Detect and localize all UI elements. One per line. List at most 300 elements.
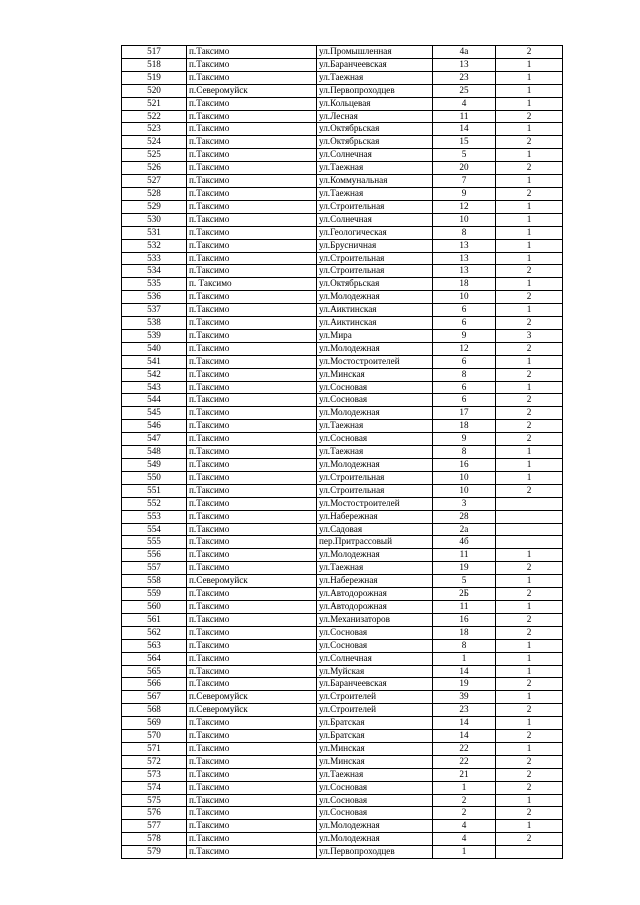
- house-number-cell: 6: [433, 394, 496, 407]
- record-number-cell: 539: [122, 329, 187, 342]
- house-number-cell: 19: [433, 562, 496, 575]
- settlement-cell: п.Таксимо: [187, 420, 317, 433]
- settlement-cell: п.Таксимо: [187, 833, 317, 846]
- settlement-cell: п.Таксимо: [187, 226, 317, 239]
- table-row: [122, 84, 563, 97]
- record-number-cell: 526: [122, 162, 187, 175]
- record-number-cell: 546: [122, 420, 187, 433]
- settlement-cell: п.Таксимо: [187, 781, 317, 794]
- street-cell: ул.Строительная: [317, 484, 433, 497]
- record-number-cell: 553: [122, 510, 187, 523]
- street-cell: ул.Мостостроителей: [317, 355, 433, 368]
- street-cell: ул.Аиктинская: [317, 304, 433, 317]
- table-row: [122, 755, 563, 768]
- record-number-cell: 545: [122, 407, 187, 420]
- table-row: [122, 575, 563, 588]
- count-cell: [496, 510, 563, 523]
- street-cell: ул.Молодежная: [317, 820, 433, 833]
- house-number-cell: 4: [433, 820, 496, 833]
- street-cell: ул.Солнечная: [317, 652, 433, 665]
- count-cell: 1: [496, 175, 563, 188]
- record-number-cell: 554: [122, 523, 187, 536]
- table-row: [122, 820, 563, 833]
- record-number-cell: 557: [122, 562, 187, 575]
- table-row: [122, 846, 563, 859]
- street-cell: ул.Сосновая: [317, 807, 433, 820]
- house-number-cell: 9: [433, 187, 496, 200]
- table-row: [122, 807, 563, 820]
- settlement-cell: п.Таксимо: [187, 768, 317, 781]
- count-cell: 2: [496, 162, 563, 175]
- house-number-cell: 2: [433, 794, 496, 807]
- settlement-cell: п.Таксимо: [187, 742, 317, 755]
- record-number-cell: 529: [122, 200, 187, 213]
- table-row: [122, 717, 563, 730]
- street-cell: ул.Молодежная: [317, 549, 433, 562]
- street-cell: ул.Молодежная: [317, 459, 433, 472]
- settlement-cell: п.Таксимо: [187, 239, 317, 252]
- street-cell: ул.Строительная: [317, 471, 433, 484]
- street-cell: ул.Брусничная: [317, 239, 433, 252]
- record-number-cell: 517: [122, 46, 187, 59]
- record-number-cell: 541: [122, 355, 187, 368]
- house-number-cell: 6: [433, 317, 496, 330]
- house-number-cell: 11: [433, 110, 496, 123]
- street-cell: ул.Таежная: [317, 71, 433, 84]
- settlement-cell: п. Таксимо: [187, 278, 317, 291]
- settlement-cell: п.Таксимо: [187, 807, 317, 820]
- street-cell: ул.Строительная: [317, 265, 433, 278]
- house-number-cell: 15: [433, 136, 496, 149]
- count-cell: 2: [496, 433, 563, 446]
- table-row: [122, 510, 563, 523]
- record-number-cell: 528: [122, 187, 187, 200]
- settlement-cell: п.Таксимо: [187, 58, 317, 71]
- settlement-cell: п.Таксимо: [187, 368, 317, 381]
- record-number-cell: 535: [122, 278, 187, 291]
- table-row: [122, 691, 563, 704]
- count-cell: 1: [496, 717, 563, 730]
- record-number-cell: 552: [122, 497, 187, 510]
- table-row: [122, 652, 563, 665]
- table-row: [122, 600, 563, 613]
- table-row: [122, 291, 563, 304]
- street-cell: ул.Братская: [317, 730, 433, 743]
- house-number-cell: 23: [433, 71, 496, 84]
- record-number-cell: 542: [122, 368, 187, 381]
- count-cell: 1: [496, 665, 563, 678]
- house-number-cell: 7: [433, 175, 496, 188]
- street-cell: ул.Аиктинская: [317, 317, 433, 330]
- house-number-cell: 19: [433, 678, 496, 691]
- table-row: [122, 420, 563, 433]
- count-cell: 2: [496, 484, 563, 497]
- house-number-cell: 17: [433, 407, 496, 420]
- street-cell: ул.Строительная: [317, 200, 433, 213]
- street-cell: ул.Молодежная: [317, 291, 433, 304]
- settlement-cell: п.Таксимо: [187, 588, 317, 601]
- house-number-cell: 2а: [433, 523, 496, 536]
- record-number-cell: 579: [122, 846, 187, 859]
- table-row: [122, 549, 563, 562]
- table-row: [122, 833, 563, 846]
- count-cell: 2: [496, 613, 563, 626]
- house-number-cell: 9: [433, 329, 496, 342]
- settlement-cell: п.Таксимо: [187, 252, 317, 265]
- record-number-cell: 560: [122, 600, 187, 613]
- house-number-cell: 5: [433, 575, 496, 588]
- table-row: [122, 136, 563, 149]
- street-cell: ул.Автодорожная: [317, 588, 433, 601]
- address-registry-table: [121, 45, 563, 859]
- count-cell: 2: [496, 626, 563, 639]
- house-number-cell: 8: [433, 639, 496, 652]
- street-cell: ул.Автодорожная: [317, 600, 433, 613]
- table-row: [122, 187, 563, 200]
- street-cell: ул.Октябрьская: [317, 278, 433, 291]
- house-number-cell: 1: [433, 652, 496, 665]
- table-row: [122, 459, 563, 472]
- record-number-cell: 576: [122, 807, 187, 820]
- settlement-cell: п.Таксимо: [187, 433, 317, 446]
- house-number-cell: 11: [433, 549, 496, 562]
- house-number-cell: 8: [433, 446, 496, 459]
- house-number-cell: 14: [433, 717, 496, 730]
- house-number-cell: 23: [433, 704, 496, 717]
- street-cell: ул.Сосновая: [317, 781, 433, 794]
- record-number-cell: 523: [122, 123, 187, 136]
- settlement-cell: п.Таксимо: [187, 317, 317, 330]
- record-number-cell: 575: [122, 794, 187, 807]
- street-cell: ул.Геологическая: [317, 226, 433, 239]
- record-number-cell: 533: [122, 252, 187, 265]
- settlement-cell: п.Таксимо: [187, 355, 317, 368]
- table-row: [122, 562, 563, 575]
- street-cell: ул.Октябрьская: [317, 123, 433, 136]
- street-cell: ул.Сосновая: [317, 794, 433, 807]
- street-cell: ул.Сосновая: [317, 394, 433, 407]
- house-number-cell: 10: [433, 471, 496, 484]
- record-number-cell: 531: [122, 226, 187, 239]
- street-cell: ул.Сосновая: [317, 626, 433, 639]
- count-cell: 2: [496, 136, 563, 149]
- table-row: [122, 162, 563, 175]
- record-number-cell: 573: [122, 768, 187, 781]
- count-cell: [496, 846, 563, 859]
- count-cell: 2: [496, 46, 563, 59]
- street-cell: ул.Минская: [317, 742, 433, 755]
- house-number-cell: 18: [433, 626, 496, 639]
- house-number-cell: 18: [433, 278, 496, 291]
- record-number-cell: 567: [122, 691, 187, 704]
- street-cell: ул.Мостостроителей: [317, 497, 433, 510]
- count-cell: 1: [496, 691, 563, 704]
- record-number-cell: 540: [122, 342, 187, 355]
- count-cell: 2: [496, 394, 563, 407]
- record-number-cell: 551: [122, 484, 187, 497]
- settlement-cell: п.Таксимо: [187, 342, 317, 355]
- record-number-cell: 520: [122, 84, 187, 97]
- house-number-cell: 10: [433, 213, 496, 226]
- table-row: [122, 329, 563, 342]
- count-cell: 1: [496, 252, 563, 265]
- street-cell: ул.Таежная: [317, 420, 433, 433]
- table-row: [122, 794, 563, 807]
- settlement-cell: п.Таксимо: [187, 652, 317, 665]
- house-number-cell: 4б: [433, 536, 496, 549]
- table-row: [122, 678, 563, 691]
- house-number-cell: 13: [433, 252, 496, 265]
- settlement-cell: п.Таксимо: [187, 497, 317, 510]
- house-number-cell: 6: [433, 381, 496, 394]
- count-cell: 1: [496, 549, 563, 562]
- count-cell: 1: [496, 742, 563, 755]
- house-number-cell: 14: [433, 730, 496, 743]
- record-number-cell: 550: [122, 471, 187, 484]
- settlement-cell: п.Таксимо: [187, 381, 317, 394]
- settlement-cell: п.Таксимо: [187, 71, 317, 84]
- record-number-cell: 556: [122, 549, 187, 562]
- settlement-cell: п.Северомуйск: [187, 691, 317, 704]
- street-cell: ул.Баранчеевская: [317, 58, 433, 71]
- record-number-cell: 547: [122, 433, 187, 446]
- table-row: [122, 123, 563, 136]
- house-number-cell: 4: [433, 833, 496, 846]
- house-number-cell: 13: [433, 239, 496, 252]
- settlement-cell: п.Таксимо: [187, 510, 317, 523]
- count-cell: 3: [496, 329, 563, 342]
- table-row: [122, 110, 563, 123]
- table-row: [122, 484, 563, 497]
- street-cell: ул.Коммунальная: [317, 175, 433, 188]
- settlement-cell: п.Таксимо: [187, 717, 317, 730]
- count-cell: 2: [496, 678, 563, 691]
- street-cell: ул.Солнечная: [317, 149, 433, 162]
- settlement-cell: п.Северомуйск: [187, 84, 317, 97]
- record-number-cell: 549: [122, 459, 187, 472]
- house-number-cell: 13: [433, 58, 496, 71]
- record-number-cell: 562: [122, 626, 187, 639]
- house-number-cell: 4: [433, 97, 496, 110]
- settlement-cell: п.Таксимо: [187, 329, 317, 342]
- settlement-cell: п.Таксимо: [187, 794, 317, 807]
- record-number-cell: 574: [122, 781, 187, 794]
- table-row: [122, 781, 563, 794]
- street-cell: ул.Таежная: [317, 187, 433, 200]
- street-cell: ул.Молодежная: [317, 833, 433, 846]
- settlement-cell: п.Таксимо: [187, 626, 317, 639]
- table-row: [122, 768, 563, 781]
- table-row: [122, 213, 563, 226]
- count-cell: 2: [496, 342, 563, 355]
- settlement-cell: п.Таксимо: [187, 97, 317, 110]
- house-number-cell: 2: [433, 807, 496, 820]
- street-cell: ул.Первопроходцев: [317, 84, 433, 97]
- table-row: [122, 317, 563, 330]
- record-number-cell: 536: [122, 291, 187, 304]
- house-number-cell: 12: [433, 342, 496, 355]
- street-cell: ул.Таежная: [317, 768, 433, 781]
- house-number-cell: 16: [433, 613, 496, 626]
- count-cell: 1: [496, 652, 563, 665]
- record-number-cell: 544: [122, 394, 187, 407]
- street-cell: ул.Минская: [317, 755, 433, 768]
- record-number-cell: 559: [122, 588, 187, 601]
- street-cell: ул.Молодежная: [317, 407, 433, 420]
- house-number-cell: 28: [433, 510, 496, 523]
- street-cell: ул.Сосновая: [317, 433, 433, 446]
- record-number-cell: 578: [122, 833, 187, 846]
- record-number-cell: 519: [122, 71, 187, 84]
- count-cell: [496, 536, 563, 549]
- street-cell: ул.Сосновая: [317, 639, 433, 652]
- record-number-cell: 530: [122, 213, 187, 226]
- street-cell: ул.Кольцевая: [317, 97, 433, 110]
- street-cell: ул.Таежная: [317, 562, 433, 575]
- count-cell: 1: [496, 794, 563, 807]
- record-number-cell: 572: [122, 755, 187, 768]
- count-cell: 1: [496, 820, 563, 833]
- settlement-cell: п.Таксимо: [187, 549, 317, 562]
- house-number-cell: 16: [433, 459, 496, 472]
- table-row: [122, 46, 563, 59]
- count-cell: 2: [496, 704, 563, 717]
- table-row: [122, 639, 563, 652]
- settlement-cell: п.Таксимо: [187, 562, 317, 575]
- count-cell: 1: [496, 97, 563, 110]
- record-number-cell: 525: [122, 149, 187, 162]
- record-number-cell: 521: [122, 97, 187, 110]
- settlement-cell: п.Таксимо: [187, 187, 317, 200]
- table-row: [122, 149, 563, 162]
- house-number-cell: 1: [433, 846, 496, 859]
- table-row: [122, 704, 563, 717]
- house-number-cell: 1: [433, 781, 496, 794]
- settlement-cell: п.Таксимо: [187, 304, 317, 317]
- count-cell: 2: [496, 588, 563, 601]
- house-number-cell: 18: [433, 420, 496, 433]
- count-cell: 1: [496, 71, 563, 84]
- count-cell: 2: [496, 730, 563, 743]
- count-cell: 2: [496, 110, 563, 123]
- count-cell: 1: [496, 149, 563, 162]
- house-number-cell: 2Б: [433, 588, 496, 601]
- street-cell: ул.Строителей: [317, 704, 433, 717]
- house-number-cell: 10: [433, 484, 496, 497]
- table-row: [122, 58, 563, 71]
- street-cell: ул.Строителей: [317, 691, 433, 704]
- street-cell: ул.Первопроходцев: [317, 846, 433, 859]
- street-cell: ул.Муйская: [317, 665, 433, 678]
- record-number-cell: 571: [122, 742, 187, 755]
- record-number-cell: 555: [122, 536, 187, 549]
- house-number-cell: 11: [433, 600, 496, 613]
- street-cell: ул.Механизаторов: [317, 613, 433, 626]
- house-number-cell: 10: [433, 291, 496, 304]
- count-cell: 2: [496, 755, 563, 768]
- settlement-cell: п.Таксимо: [187, 291, 317, 304]
- settlement-cell: п.Таксимо: [187, 459, 317, 472]
- count-cell: 1: [496, 200, 563, 213]
- count-cell: 1: [496, 381, 563, 394]
- house-number-cell: 22: [433, 742, 496, 755]
- settlement-cell: п.Таксимо: [187, 446, 317, 459]
- house-number-cell: 5: [433, 149, 496, 162]
- settlement-cell: п.Таксимо: [187, 820, 317, 833]
- street-cell: ул.Мира: [317, 329, 433, 342]
- settlement-cell: п.Таксимо: [187, 407, 317, 420]
- house-number-cell: 39: [433, 691, 496, 704]
- table-row: [122, 71, 563, 84]
- table-row: [122, 497, 563, 510]
- street-cell: ул.Минская: [317, 368, 433, 381]
- count-cell: 1: [496, 213, 563, 226]
- settlement-cell: п.Таксимо: [187, 484, 317, 497]
- house-number-cell: 21: [433, 768, 496, 781]
- table-row: [122, 394, 563, 407]
- street-cell: пер.Притрассовый: [317, 536, 433, 549]
- house-number-cell: 9: [433, 433, 496, 446]
- count-cell: 1: [496, 278, 563, 291]
- count-cell: 1: [496, 639, 563, 652]
- count-cell: 1: [496, 84, 563, 97]
- table-row: [122, 742, 563, 755]
- street-cell: ул.Промышленная: [317, 46, 433, 59]
- settlement-cell: п.Таксимо: [187, 613, 317, 626]
- record-number-cell: 568: [122, 704, 187, 717]
- table-row: [122, 730, 563, 743]
- record-number-cell: 518: [122, 58, 187, 71]
- table-row: [122, 407, 563, 420]
- settlement-cell: п.Таксимо: [187, 665, 317, 678]
- count-cell: 2: [496, 781, 563, 794]
- settlement-cell: п.Таксимо: [187, 162, 317, 175]
- settlement-cell: п.Таксимо: [187, 730, 317, 743]
- count-cell: 1: [496, 226, 563, 239]
- record-number-cell: 570: [122, 730, 187, 743]
- street-cell: ул.Братская: [317, 717, 433, 730]
- table-row: [122, 252, 563, 265]
- house-number-cell: 14: [433, 665, 496, 678]
- table-row: [122, 355, 563, 368]
- house-number-cell: 14: [433, 123, 496, 136]
- settlement-cell: п.Таксимо: [187, 213, 317, 226]
- street-cell: ул.Таежная: [317, 446, 433, 459]
- house-number-cell: 3: [433, 497, 496, 510]
- record-number-cell: 569: [122, 717, 187, 730]
- settlement-cell: п.Таксимо: [187, 46, 317, 59]
- count-cell: 2: [496, 317, 563, 330]
- count-cell: 1: [496, 304, 563, 317]
- street-cell: ул.Набережная: [317, 510, 433, 523]
- house-number-cell: 6: [433, 304, 496, 317]
- record-number-cell: 577: [122, 820, 187, 833]
- settlement-cell: п.Таксимо: [187, 265, 317, 278]
- record-number-cell: 538: [122, 317, 187, 330]
- record-number-cell: 565: [122, 665, 187, 678]
- street-cell: ул.Сосновая: [317, 381, 433, 394]
- street-cell: ул.Строительная: [317, 252, 433, 265]
- record-number-cell: 563: [122, 639, 187, 652]
- settlement-cell: п.Северомуйск: [187, 704, 317, 717]
- record-number-cell: 527: [122, 175, 187, 188]
- settlement-cell: п.Таксимо: [187, 678, 317, 691]
- count-cell: [496, 497, 563, 510]
- table-row: [122, 97, 563, 110]
- record-number-cell: 524: [122, 136, 187, 149]
- settlement-cell: п.Таксимо: [187, 175, 317, 188]
- street-cell: ул.Таежная: [317, 162, 433, 175]
